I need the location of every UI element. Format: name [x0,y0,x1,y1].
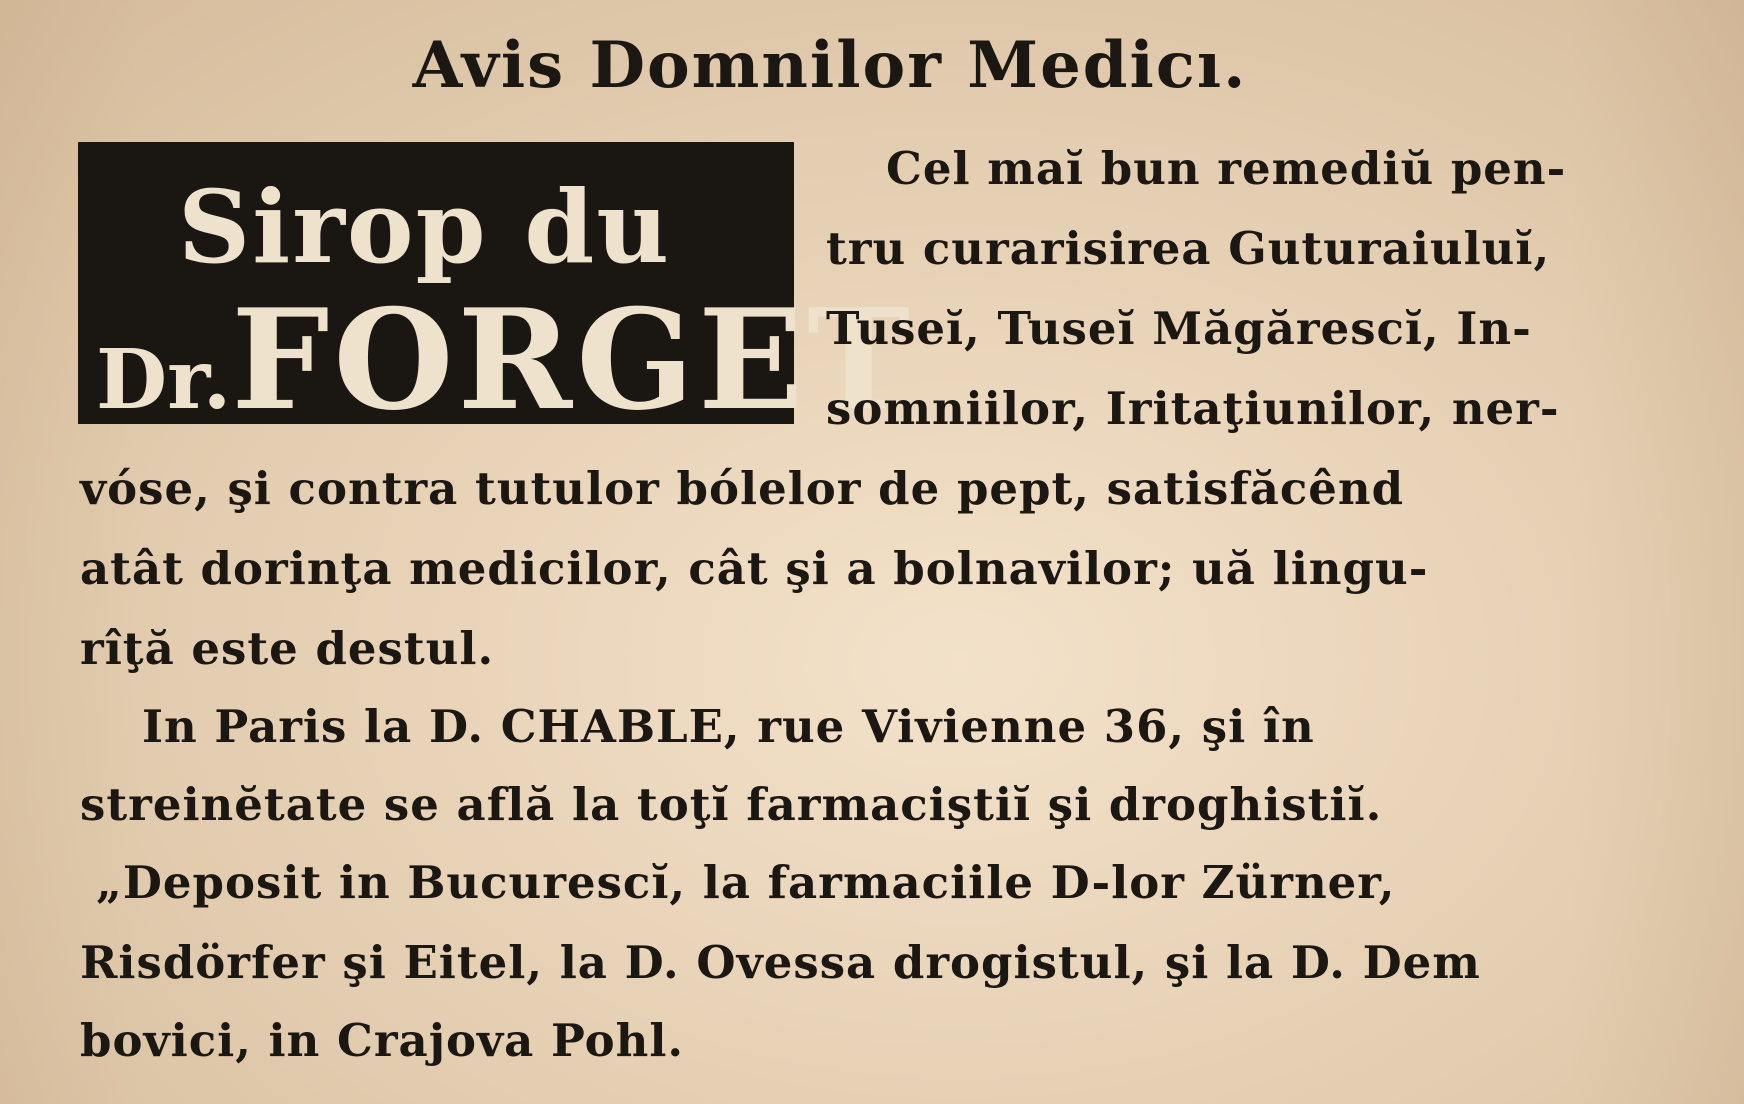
logo-name: FORGET [231,278,914,441]
text-line: rîţă este destul. [80,622,495,675]
logo-line-2 [96,278,914,441]
text-line: atât dorinţa medicilor, cât şi a bolnavilor; uă lingu- [80,542,1429,595]
page-title: Avis Domnilor Medicı. [412,28,1248,103]
text-line: streinĕtate se află la toţĭ farmaciştiĭ şi droghistiĭ. [80,778,1383,831]
product-logo [78,142,914,441]
text-line: In Paris la D. CHABLE, rue Vivienne 36, şi în [142,700,1315,753]
text-line: tru curarisirea Guturaiuluĭ, [826,222,1551,275]
logo-line-1: Sirop du [178,168,671,286]
logo-prefix: Dr. [96,332,232,428]
text-line: Risdörfer şi Eitel, la D. Ovessa drogistul, şi la D. Dem [80,936,1481,989]
text-line: „Deposit in Bucurescĭ, la farmaciile D-lor Zürner, [96,856,1396,909]
text-line: Cel maĭ bun remediŭ pen- [886,142,1567,195]
text-line: Tuseĭ, Tuseĭ Măgărescĭ, In- [826,302,1532,355]
text-line: vóse, şi contra tutulor bólelor de pept, satisfăcênd [80,462,1405,515]
text-line: bovici, in Crajova Pohl. [80,1014,685,1067]
text-line: somniilor, Iritaţiunilor, ner- [826,382,1560,435]
